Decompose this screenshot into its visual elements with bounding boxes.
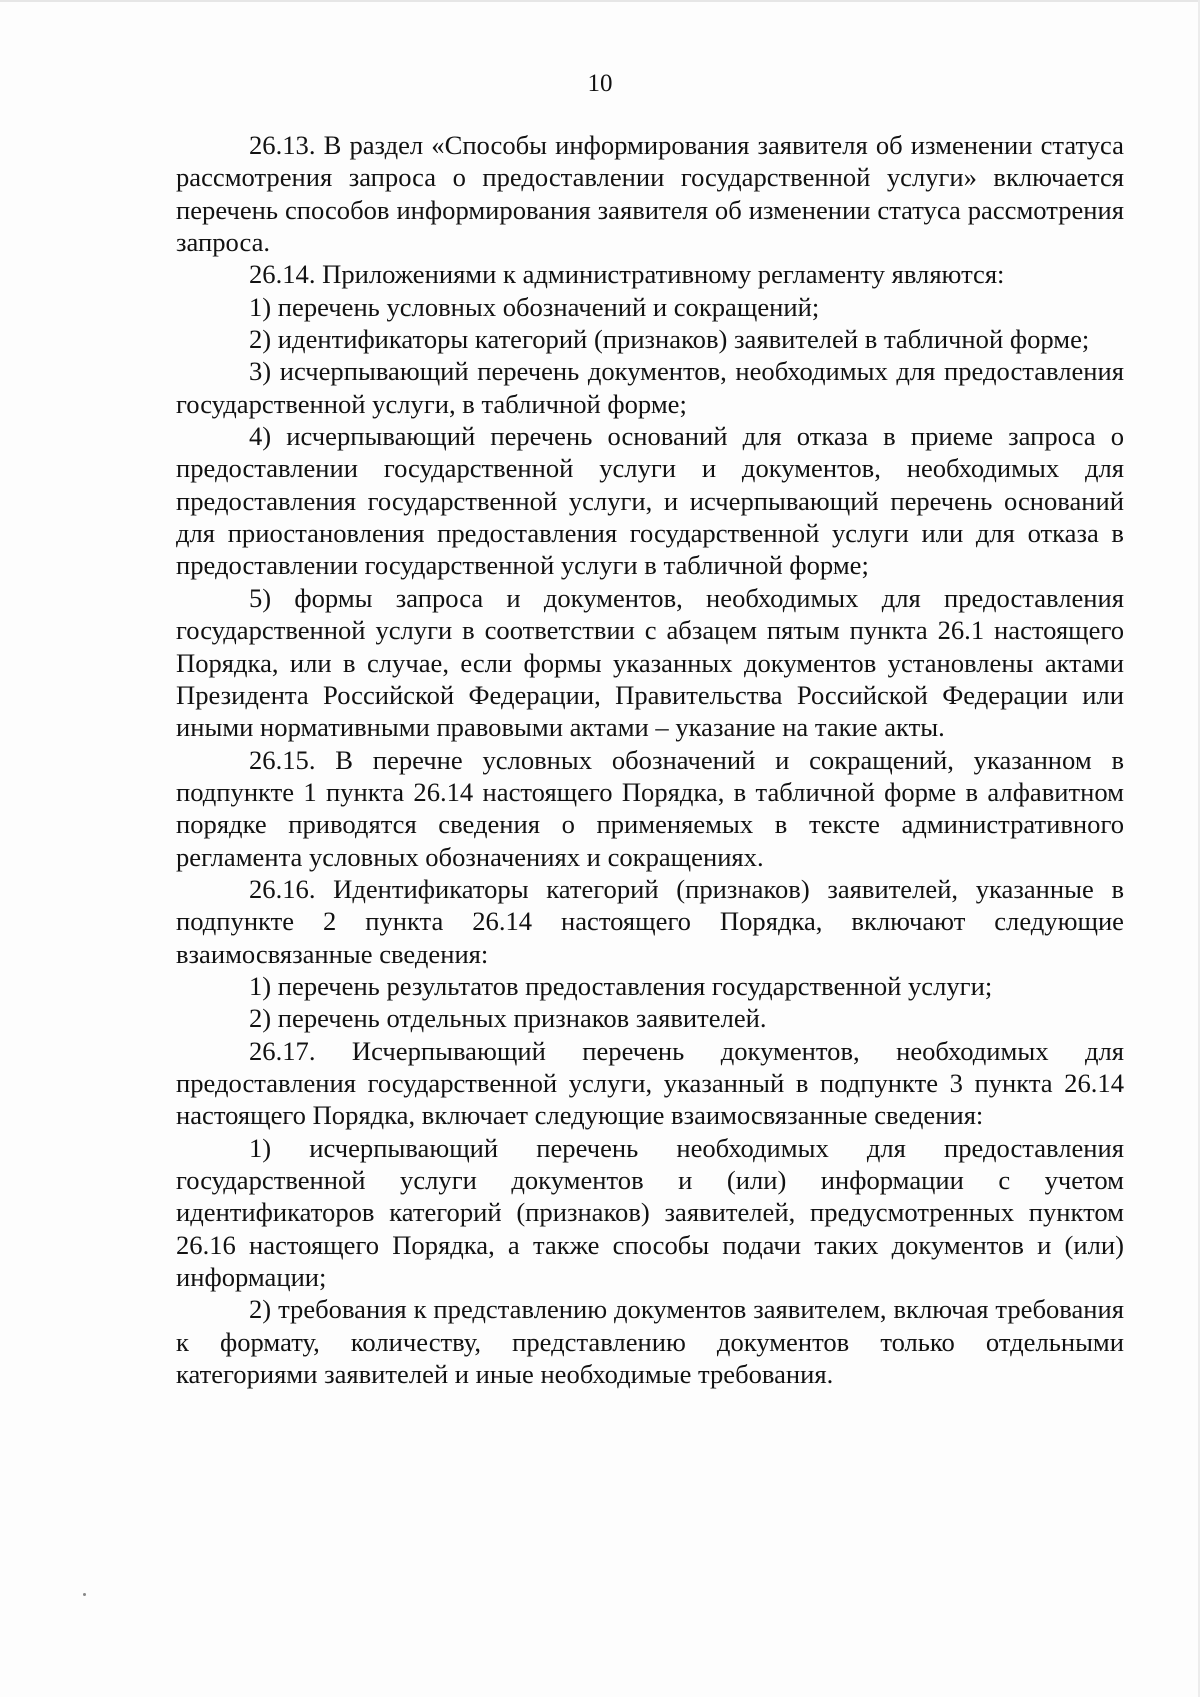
list-item-26-14-4: 4) исчерпывающий перечень оснований для отказа в приеме запроса о предоставлении государственной услуги и документов, необходимых для предоставления государственной услуги, и исчерпывающий перечень оснований для приостановления предоставления государственной услуги или для отказа в предоставлении государственной услуги в табличной форме; (176, 421, 1124, 581)
list-item-26-17-2: 2) требования к представлению документов заявителем, включая требования к формату, количеству, представлению документов только отдельными категориями заявителей и иные необходимые требования. (176, 1294, 1124, 1390)
scan-edge-top (0, 0, 1200, 2)
paragraph-26-17: 26.17. Исчерпывающий перечень документов, необходимых для предоставления государственной услуги, указанный в подпункте 3 пункта 26.14 настоящего Порядка, включает следующие взаимосвязанные сведения: (176, 1035, 1124, 1131)
paragraph-26-16: 26.16. Идентификаторы категорий (признаков) заявителей, указанные в подпункте 2 пункта 26.14 настоящего Порядка, включают следующие взаимосвязанные сведения: (176, 873, 1124, 969)
list-item-26-14-2: 2) идентификаторы категорий (признаков) заявителей в табличной форме; (249, 324, 1090, 355)
paragraph-26-14: 26.14. Приложениями к административному регламенту являются: (249, 259, 1005, 290)
list-item-26-16-1: 1) перечень результатов предоставления государственной услуги; (249, 970, 993, 1001)
list-item-26-14-5: 5) формы запроса и документов, необходимых для предоставления государственной услуги в соответствии с абзацем пятым пункта 26.1 настоящего Порядка, или в случае, если формы указанных документов установлены актами Президента Российской Федерации, Правительства Российской Федерации или иными нормативными правовыми актами – указание на такие акты. (176, 582, 1124, 743)
list-item-26-14-1: 1) перечень условных обозначений и сокращений; (249, 291, 820, 322)
document-body (176, 129, 1124, 1390)
scan-speck (83, 1593, 86, 1596)
list-item-26-14-3: 3) исчерпывающий перечень документов, необходимых для предоставления государственной услуги, в табличной форме; (176, 356, 1124, 419)
paragraph-26-15: 26.15. В перечне условных обозначений и сокращений, указанном в подпункте 1 пункта 26.14 настоящего Порядка, в табличной форме в алфавитном порядке приводятся сведения о применяемых в тексте административного регламента условных обозначениях и сокращениях. (176, 744, 1124, 872)
list-item-26-17-1: 1) исчерпывающий перечень необходимых для предоставления государственной услуги документов и (или) информации с учетом идентификаторов категорий (признаков) заявителей, предусмотренных пунктом 26.16 настоящего Порядка, а также способы подачи таких документов и (или) информации; (176, 1132, 1124, 1293)
page-number: 10 (587, 70, 613, 97)
list-item-26-16-2: 2) перечень отдельных признаков заявителей. (249, 1003, 767, 1034)
paragraph-26-13: 26.13. В раздел «Способы информирования заявителя об изменении статуса рассмотрения запроса о предоставлении государственной услуги» включается перечень способов информирования заявителя об изменении статуса рассмотрения запроса. (176, 130, 1124, 258)
